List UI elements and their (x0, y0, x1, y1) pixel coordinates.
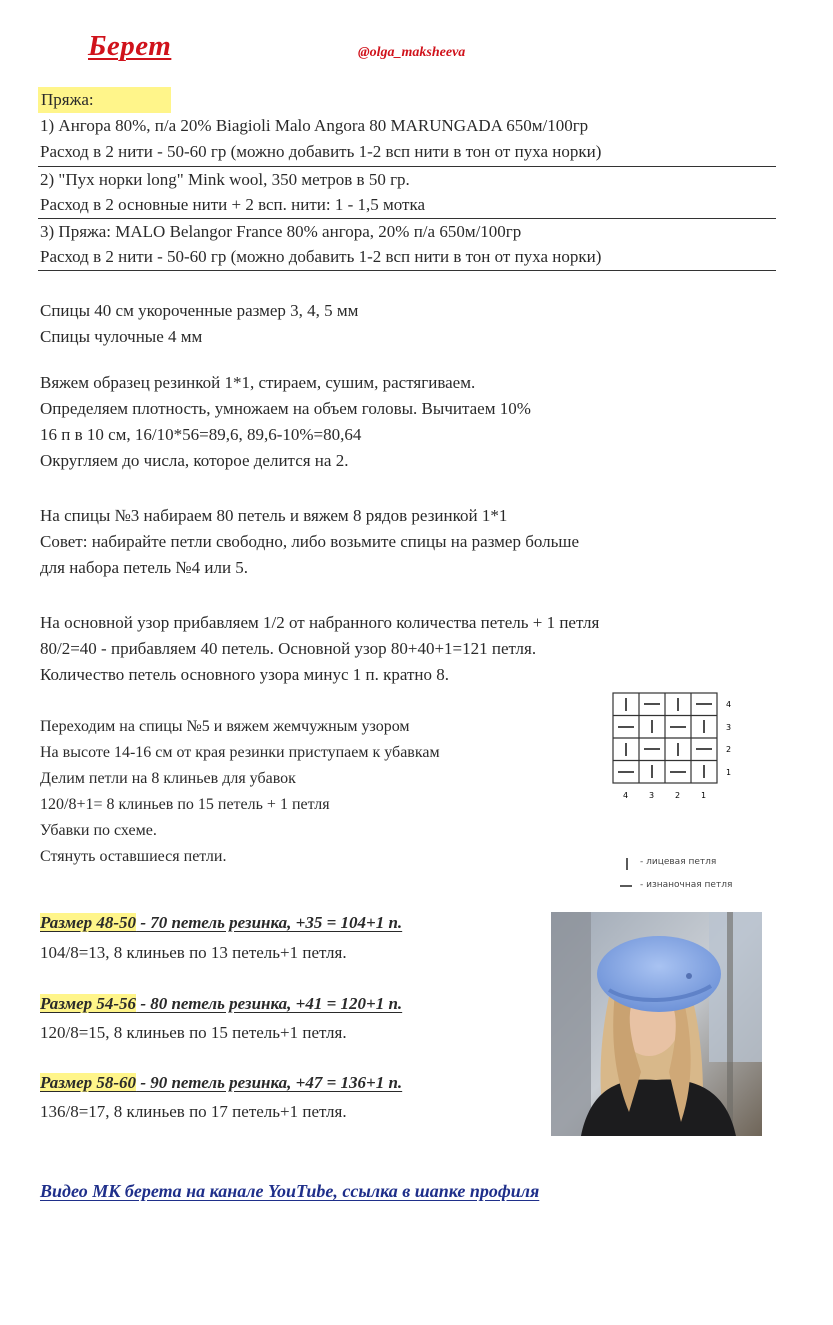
chart-row-number: 2 (726, 745, 732, 754)
gauge-line: Округляем до числа, которое делится на 2. (40, 451, 349, 470)
legend-knit: - лицевая петля (640, 857, 717, 867)
size-rest: - 90 петель резинка, +47 = 136+1 п. (136, 1073, 403, 1092)
legend-symbols (618, 856, 638, 896)
size-label: Размер 54-56 (40, 994, 137, 1013)
size-rest: - 80 петель резинка, +41 = 120+1 п. (136, 994, 403, 1013)
video-link[interactable]: Видео МК берета на канале YouTube, ссылка в шапке профиля (40, 1181, 540, 1201)
chart-legend (618, 856, 778, 896)
gauge-line: 16 п в 10 см, 16/10*56=89,6, 89,6-10%=80,64 (40, 425, 362, 444)
pattern-block (40, 714, 440, 870)
needles-line: Спицы 40 см укороченные размер 3, 4, 5 мм (40, 301, 359, 320)
yarn-label: Пряжа: (41, 90, 94, 109)
size-detail: 120/8=15, 8 клиньев по 15 петель+1 петля. (40, 1023, 347, 1042)
legend-purl: - изнаночная петля (640, 880, 733, 890)
yarn-line-6: Расход в 2 нити - 50-60 гр (можно добавить 1-2 всп нити в тон от пуха норки) (40, 247, 602, 266)
yarn-line-5: 3) Пряжа: MALO Belangor France 80% ангора, 20% п/а 650м/100гр (40, 222, 522, 241)
increase-block (40, 610, 599, 688)
pattern-line: 120/8+1= 8 клиньев по 15 петель + 1 петля (40, 796, 330, 813)
author-handle: @olga_maksheeva (358, 45, 466, 60)
size-label: Размер 48-50 (40, 913, 137, 932)
chart-row-number: 1 (726, 768, 732, 777)
chart-col-number: 2 (675, 791, 681, 800)
needles-line: Спицы чулочные 4 мм (40, 327, 203, 346)
gauge-line: Вяжем образец резинкой 1*1, стираем, сушим, растягиваем. (40, 373, 476, 392)
size-heading (40, 994, 402, 1014)
gauge-block (40, 370, 531, 474)
beret-photo (551, 912, 762, 1136)
chart-row-number: 3 (726, 723, 732, 732)
pattern-line: Убавки по схеме. (40, 822, 157, 839)
stitch-chart (608, 690, 778, 810)
divider (38, 270, 776, 271)
yarn-line-4: Расход в 2 основные нити + 2 всп. нити: 1 - 1,5 мотка (40, 195, 426, 214)
yarn-line-2: Расход в 2 нити - 50-60 гр (можно добавить 1-2 всп нити в тон от пуха норки) (40, 142, 602, 161)
cast-on-block (40, 503, 579, 581)
size-label: Размер 58-60 (40, 1073, 137, 1092)
pattern-line: Стянуть оставшиеся петли. (40, 848, 227, 865)
needles-block (40, 298, 358, 350)
cast-on-line: для набора петель №4 или 5. (40, 558, 249, 577)
chart-col-number: 3 (649, 791, 655, 800)
pattern-line: Делим петли на 8 клиньев для убавок (40, 770, 296, 787)
yarn-line-3: 2) "Пух норки long" Mink wool, 350 метров в 50 гр. (40, 170, 410, 189)
size-heading (40, 1073, 402, 1093)
yarn-label-highlight (38, 87, 171, 113)
page-title: Берет (88, 30, 172, 62)
chart-col-number: 1 (701, 791, 707, 800)
chart-col-number: 4 (623, 791, 629, 800)
pattern-line: Переходим на спицы №5 и вяжем жемчужным узором (40, 718, 410, 735)
size-rest: - 70 петель резинка, +35 = 104+1 п. (136, 913, 403, 932)
pattern-line: На высоте 14-16 см от края резинки приступаем к убавкам (40, 744, 440, 761)
size-detail: 104/8=13, 8 клиньев по 13 петель+1 петля. (40, 943, 347, 962)
yarn-line-1: 1) Ангора 80%, п/а 20% Biagioli Malo Angora 80 MARUNGADA 650м/100гр (40, 116, 589, 135)
cast-on-line: На спицы №3 набираем 80 петель и вяжем 8 рядов резинкой 1*1 (40, 506, 508, 525)
size-detail: 136/8=17, 8 клиньев по 17 петель+1 петля. (40, 1102, 347, 1121)
increase-line: Количество петель основного узора минус 1 п. кратно 8. (40, 665, 449, 684)
chart-row-number: 4 (726, 700, 732, 709)
gauge-line: Определяем плотность, умножаем на объем головы. Вычитаем 10% (40, 399, 531, 418)
increase-line: 80/2=40 - прибавляем 40 петель. Основной узор 80+40+1=121 петля. (40, 639, 537, 658)
increase-line: На основной узор прибавляем 1/2 от набранного количества петель + 1 петля (40, 613, 600, 632)
size-heading (40, 913, 402, 933)
cast-on-line: Совет: набирайте петли свободно, либо возьмите спицы на размер больше (40, 532, 580, 551)
